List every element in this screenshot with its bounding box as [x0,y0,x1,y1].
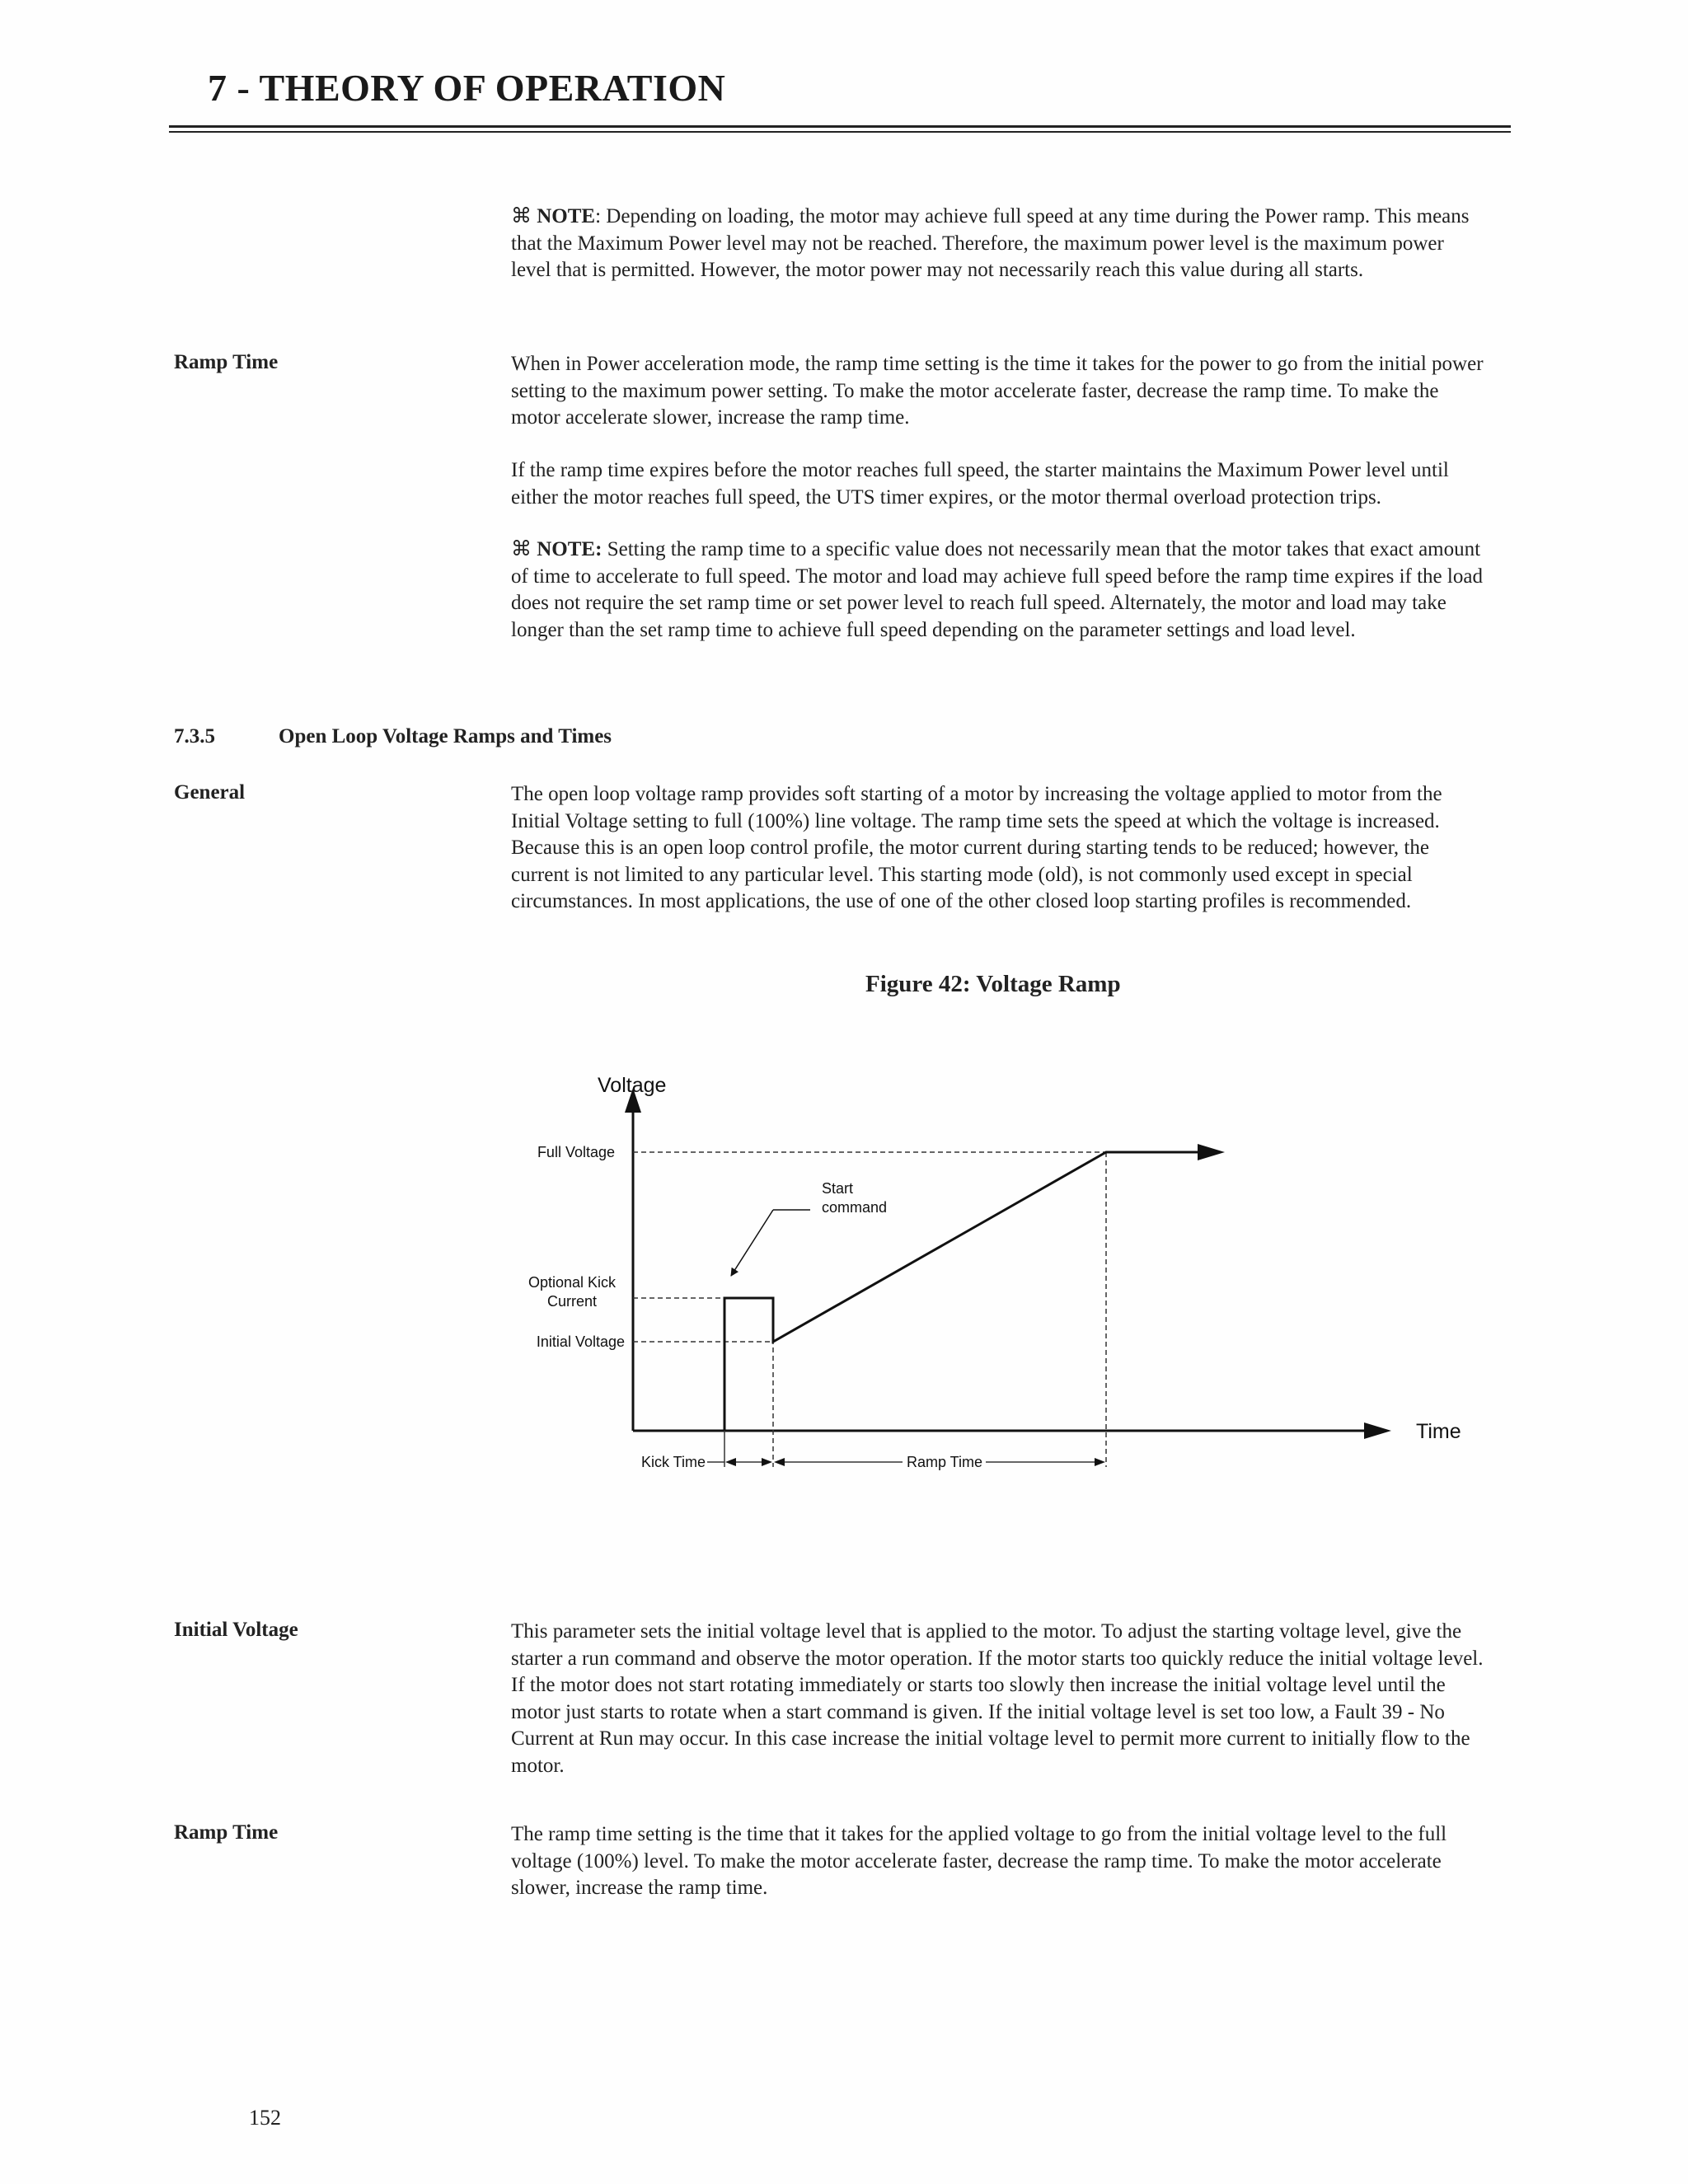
header-rule-thin [169,131,1511,133]
section-title: Open Loop Voltage Ramps and Times [279,725,612,748]
ramp-time-arrow-left [774,1458,785,1466]
note-ramp-time [511,537,1484,644]
voltage-ramp-figure [495,1055,1484,1500]
figure-title: Figure 42: Voltage Ramp [865,971,1121,997]
kick-time-arrow-right [762,1458,772,1466]
x-axis-label: Time [1416,1420,1461,1443]
note-text: : Depending on loading, the motor may achieve full speed at any time during the Power ramp. This means that the Maximum Power level may not be reached. Therefore, the maximum power level is the maximum power level that is permitted. However, the motor power may not necessarily reach this value during all starts. [511,205,1470,281]
note-label: NOTE: [537,538,603,560]
ramp-time-label: Ramp Time [906,1454,983,1470]
kick-current-label-line2: Current [546,1293,598,1310]
start-command-pointer [731,1210,773,1276]
y-axis-label: Voltage [598,1074,667,1097]
voltage-profile-line [724,1152,1210,1431]
start-command-label-line2: command [822,1199,888,1216]
kick-time-label: Kick Time [641,1454,706,1470]
note-icon: ⌘ [511,205,532,227]
start-command-label-line1: Start [822,1180,854,1197]
initial-voltage-label: Initial Voltage [536,1333,625,1350]
heading-initial-voltage: Initial Voltage [174,1619,298,1641]
kick-current-label-line1: Optional Kick [528,1274,617,1291]
heading-general: General [174,781,246,804]
note-icon: ⌘ [511,538,532,560]
general-text: The open loop voltage ramp provides soft starting of a motor by increasing the voltage applied to motor from the Initial Voltage setting to full (100%) line voltage. The ramp time sets the speed at which the voltage is increased. Because this is an open loop control profile, the motor current during starting tends to be reduced; however, the current is not limited to any particular level. This starting mode (old), is not commonly used except in special circumstances. In most applications, the use of one of the other closed loop starting profiles is recommended. [511,783,1442,912]
note-power-ramp [511,204,1484,284]
note-text: Setting the ramp time to a specific value does not necessarily mean that the motor takes that exact amount of time to accelerate to full speed. The motor and load may achieve full speed before the ramp time expires if the load does not require the set ramp time or set power level to reach full speed. Alternately, the motor and load may take longer than the set ramp time to achieve full speed depending on the parameter settings and load level. [511,538,1483,641]
heading-ramp-time-voltage: Ramp Time [174,1821,279,1844]
page-number: 152 [249,2106,281,2130]
note-label: NOTE [537,205,596,227]
header-rule-thick [169,125,1511,128]
initial-voltage-text: This parameter sets the initial voltage level that is applied to the motor. To adjust the starting voltage level, give the starter a run command and observe the motor operation. If the motor starts too quickly reduce the initial voltage level. If the motor does not start rotating immediately or starts too slowly then increase the initial voltage level until the motor just starts to rotate when a start command is given. If the initial voltage level is set too low, a Fault 39 - No Current at Run may occur. In this case increase the initial voltage level to permit more current to initially flow to the motor. [511,1620,1484,1777]
ramp-time-power-para2: If the ramp time expires before the motor reaches full speed, the starter maintains the Maximum Power level until either the motor reaches full speed, the UTS timer expires, or the motor thermal overload protection trips. [511,459,1449,509]
full-voltage-label: Full Voltage [537,1144,615,1160]
kick-time-arrow-left [725,1458,736,1466]
heading-ramp-time-power: Ramp Time [174,351,279,373]
ramp-time-voltage-text: The ramp time setting is the time that it takes for the applied voltage to go from the initial voltage level to the full voltage (100%) level. To make the motor accelerate faster, decrease the ramp time. To make the motor accelerate slower, increase the ramp time. [511,1823,1447,1899]
profile-arrowhead [1198,1144,1225,1160]
x-axis-arrowhead [1364,1422,1391,1439]
section-number: 7.3.5 [174,725,215,748]
ramp-time-arrow-right [1095,1458,1105,1466]
ramp-time-power-para1: When in Power acceleration mode, the ramp time setting is the time it takes for the power to go from the initial power setting to the maximum power setting. To make the motor accelerate faster, decrease the ramp time. To make the motor accelerate slower, increase the ramp time. [511,353,1484,429]
chapter-title: 7 - THEORY OF OPERATION [208,67,726,109]
